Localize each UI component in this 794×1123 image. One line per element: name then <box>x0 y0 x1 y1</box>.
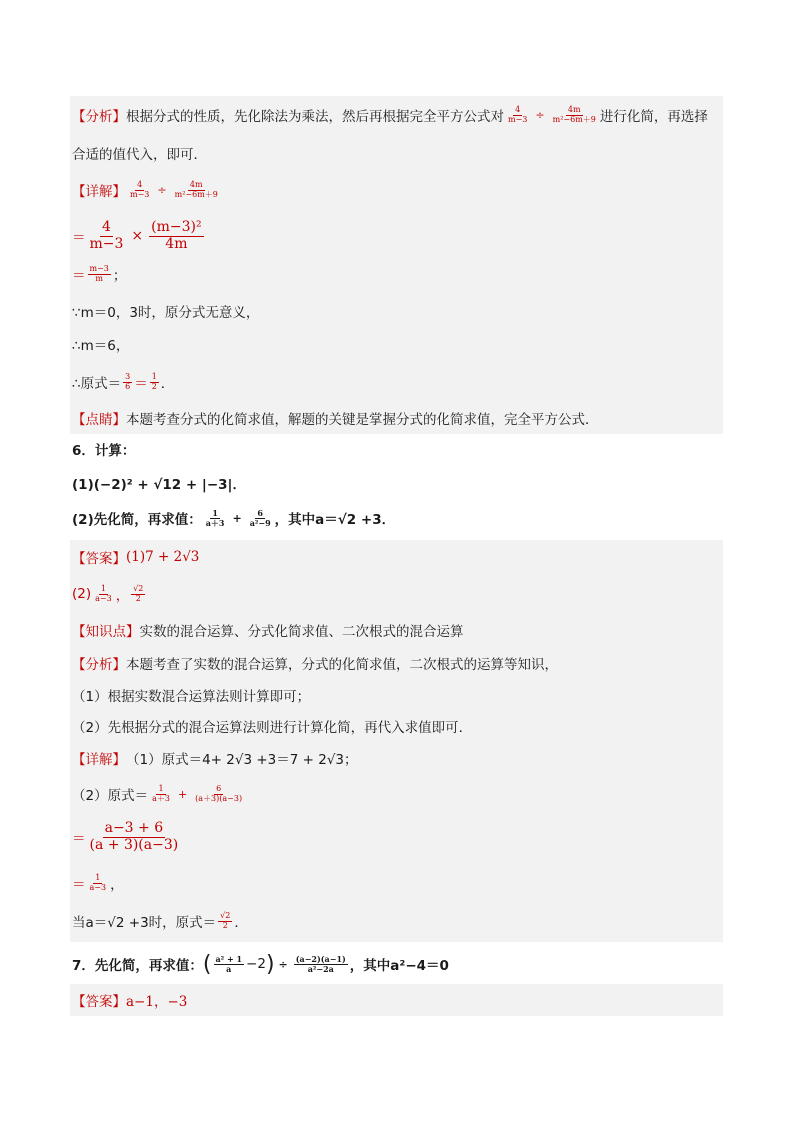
q6-part-1: (1)(−2)² + √12 + |−3|． <box>72 477 246 493</box>
q5-comment-line: 【点睛】 本题考查分式的化简求值，解题的关键是掌握分式的化简求值，完全平方公式． <box>72 406 599 430</box>
q5-analysis-line-2: 合适的值代入，即可． <box>72 147 207 163</box>
fraction: $\frac{4}{m-3}$ <box>508 104 528 124</box>
knowledge-tag: 【知识点】 <box>72 624 140 640</box>
q5-detail-line: 【详解】 $\frac{4}{m-3}$ ÷ $\frac{4m}{\text{m²−6m＋9}}$ <box>72 179 218 200</box>
analysis-text: 根据分式的性质，先化除法为乘法，然后再根据完全平方公式对 <box>126 109 504 125</box>
q7-title: 7．先化简，再求值： ( $\frac{\text{a² + 1}}{a}$ −2 ) ÷ $\frac{(a-2)(a-1)}{\text{a²−2a}}$ ，其中a²−4＝0 <box>72 951 449 977</box>
fraction: $\frac{√2}{2}$ <box>133 583 144 603</box>
q6-knowledge-line: 【知识点】 实数的混合运算、分式化简求值、二次根式的混合运算 <box>72 618 464 642</box>
fraction: $\frac{6}{\text{a²−9}}$ <box>249 507 271 528</box>
fraction: $\frac{√2}{2}$ <box>220 910 231 930</box>
q6-detail-line-3: ＝ $\frac{a-3 + 6}{(a + 3)(a-3)}$ <box>72 820 179 853</box>
q5-detail-step-1: ＝ $\frac{4}{m-3}$ × $\frac{\text{(m−3)²}}{4m}$ <box>72 219 202 252</box>
analysis-tag: 【分析】 <box>72 109 126 125</box>
q6-title: 6．计算： <box>72 443 136 459</box>
q5-therefore-line: ∴m＝6， <box>72 338 130 354</box>
q6-step-1: （1）根据实数混合运算法则计算即可； <box>72 689 311 705</box>
fraction: $\frac{\text{(m−3)²}}{4m}$ <box>151 219 202 252</box>
fraction: $\frac{4m}{\text{m²−6m＋9}}$ <box>552 104 596 124</box>
q5-analysis-line: 【分析】 根据分式的性质，先化除法为乘法，然后再根据完全平方公式对 $\frac{4}{m-3}$ ÷ $\frac{4m}{\text{m²−6m＋9}}$ 进行化简，再选择 <box>72 104 708 125</box>
fraction: $\frac{6}{(a+3)(a-3)}$ <box>195 783 243 803</box>
comment-tag: 【点睛】 <box>72 412 126 428</box>
q6-part-2: (2)先化简，再求值： $\frac{1}{a+3}$ + $\frac{6}{\text{a²−9}}$ ，其中a＝√2 +3． <box>72 507 396 528</box>
fraction: $\frac{\text{a² + 1}}{a}$ <box>215 953 243 974</box>
q6-detail-line-2: （2）原式＝ $\frac{1}{a+3}$ + $\frac{6}{(a+3)(a-3)}$ <box>72 783 243 804</box>
fraction: $\frac{1}{2}$ <box>151 371 157 391</box>
q6-analysis-line: 【分析】 本题考查了实数的混合运算，分式的化简求值，二次根式的运算等知识， <box>72 651 558 675</box>
fraction: $\frac{(a-2)(a-1)}{\text{a²−2a}}$ <box>295 953 346 974</box>
q5-because-line: ∵m＝0，3时，原分式无意义， <box>72 305 260 321</box>
analysis-tag: 【分析】 <box>72 657 126 673</box>
q6-detail-line-4: ＝ $\frac{1}{a-3}$ ， <box>72 872 124 893</box>
fraction: $\frac{3}{6}$ <box>125 371 131 391</box>
q5-detail-step-2: ＝ $\frac{m-3}{m}$ ； <box>72 263 127 284</box>
q5-result-line: ∴原式＝ $\frac{3}{6}$ ＝ $\frac{1}{2}$ ． <box>72 371 175 392</box>
q7-answer-line: 【答案】 a−1，−3 <box>72 988 187 1012</box>
fraction: $\frac{4}{m-3}$ <box>130 179 150 199</box>
fraction: $\frac{1}{a-3}$ <box>89 872 107 892</box>
answer-tag: 【答案】 <box>72 994 126 1010</box>
fraction: $\frac{a-3 + 6}{(a + 3)(a-3)}$ <box>89 820 179 853</box>
answer-tag: 【答案】 <box>72 551 126 567</box>
fraction: $\frac{1}{a-3}$ <box>95 583 112 603</box>
fraction: $\frac{4}{m-3}$ <box>89 219 124 252</box>
q6-answer-line: 【答案】 (1)7 + 2√3 <box>72 549 200 567</box>
fraction: $\frac{1}{a+3}$ <box>205 507 225 528</box>
q6-detail-line-1: 【详解】 （1）原式＝4+ 2√3 +3＝7 + 2√3； <box>72 746 358 770</box>
q6-solution-block <box>70 540 723 942</box>
detail-tag: 【详解】 <box>72 184 126 200</box>
analysis-text: 进行化简，再选择 <box>599 109 708 125</box>
q6-when-line: 当 a＝√2 +3时，原式＝ $\frac{√2}{2}$ ． <box>72 910 248 931</box>
fraction: $\frac{1}{a+3}$ <box>152 783 170 803</box>
q6-answer-line-2: (2) $\frac{1}{a-3}$ ， $\frac{√2}{2}$ <box>72 583 144 604</box>
fraction: $\frac{m-3}{m}$ <box>89 263 109 283</box>
q6-step-2: （2）先根据分式的混合运算法则进行计算化简，再代入求值即可． <box>72 720 473 736</box>
fraction: $\frac{4m}{\text{m²−6m＋9}}$ <box>174 179 218 199</box>
detail-tag: 【详解】 <box>72 752 126 768</box>
